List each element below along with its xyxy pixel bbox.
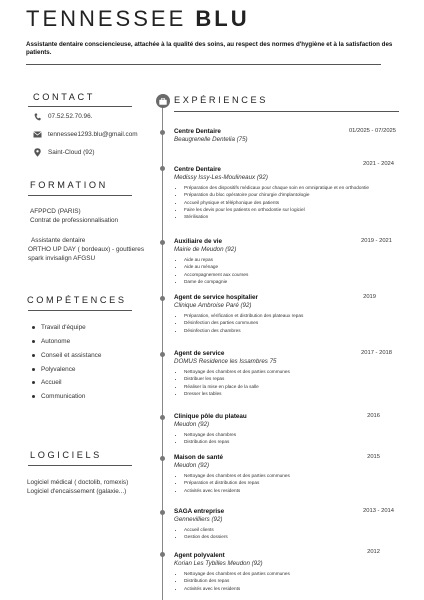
name-first: TENNESSEE xyxy=(26,6,187,31)
task-item: • Nettoyage des chambres et des parties communes xyxy=(184,368,406,375)
job-date: 2015 xyxy=(367,454,380,460)
timeline-dot xyxy=(160,130,165,135)
task-item: • Accueil clients xyxy=(184,526,406,533)
task-item: • Préparation, vérification et distribution des plateaux repas xyxy=(184,312,406,319)
experience-entry xyxy=(174,350,406,397)
contact-divider xyxy=(28,106,132,107)
experience-entry xyxy=(174,454,406,494)
task-item: • Nettoyage des chambres et des parties communes xyxy=(184,472,406,479)
task-item: • Nettoyage des chambres xyxy=(184,431,406,438)
job-place: Mairie de Meudon (92) xyxy=(174,246,237,253)
bullet-icon xyxy=(32,354,35,357)
job-title: Centre Dentaire xyxy=(174,128,221,135)
task-item: • Aide au ménage xyxy=(184,263,406,270)
formation-degree: Assistante dentaire xyxy=(31,237,86,244)
contact-location xyxy=(33,148,95,157)
task-list xyxy=(174,368,406,397)
formation-detail: spark invisalign AFGSU xyxy=(28,254,96,262)
task-item: • Préparation et distribution des repas xyxy=(184,479,406,486)
job-date: 2013 - 2014 xyxy=(363,508,394,514)
task-list xyxy=(174,472,406,494)
formation-heading: FORMATION xyxy=(30,180,108,190)
logiciels-heading: LOGICIELS xyxy=(30,450,102,460)
experience-entry xyxy=(174,128,406,143)
skill-item: Accueil xyxy=(32,379,62,386)
experiences-divider xyxy=(174,111,399,112)
task-item: • Aide au repas xyxy=(184,256,406,263)
skill-item: Conseil et assistance xyxy=(32,352,101,359)
experience-entry xyxy=(174,508,406,541)
task-list xyxy=(174,431,406,446)
contact-email xyxy=(33,130,138,139)
task-item: • Dame de compagnie xyxy=(184,278,406,285)
skill-item: Communication xyxy=(32,393,85,400)
task-list xyxy=(174,570,406,592)
job-title: Clinique pôle du plateau xyxy=(174,413,247,420)
task-list xyxy=(174,312,406,334)
task-item: • Préparation du bloc opératoire pour chirurgie d'implantologie xyxy=(184,191,406,198)
skill-item: Polyvalence xyxy=(32,366,75,373)
contact-phone xyxy=(33,112,92,121)
job-title: Agent polyvalent xyxy=(174,552,225,559)
task-item: • Gestion des dossiers xyxy=(184,533,406,540)
location-text: Saint-Cloud (92) xyxy=(48,149,95,156)
job-date: 2019 xyxy=(363,294,376,300)
task-item: • Désinfection des chambres xyxy=(184,327,406,334)
job-title: Maison de santé xyxy=(174,454,223,461)
task-item: • Distribution des repas xyxy=(184,577,406,584)
job-title: Auxiliaire de vie xyxy=(174,238,222,245)
bullet-icon xyxy=(32,326,35,329)
phone-icon xyxy=(33,112,42,121)
bullet-icon xyxy=(32,395,35,398)
task-list xyxy=(174,256,406,285)
job-place: DOMUS Residence les Issambres 75 xyxy=(174,358,277,365)
task-item: • Désinfection des parties communes xyxy=(184,319,406,326)
timeline-line xyxy=(162,102,163,600)
mail-icon xyxy=(33,130,42,139)
name-last: BLU xyxy=(195,6,250,31)
formation-school: AFPPCD (PARIS) xyxy=(30,208,81,215)
experience-entry xyxy=(174,549,406,592)
task-item: • Dresser les tables xyxy=(184,390,406,397)
formation-detail: Contrat de professionnalisation xyxy=(30,216,119,224)
software-list xyxy=(27,479,128,497)
timeline-dot xyxy=(160,240,165,245)
job-title: Agent de service xyxy=(174,350,225,357)
summary-text: Assistante dentaire consciencieuse, attachée à la qualité des soins, au respect des normes d'hygiène et à la satisfaction des patients. xyxy=(26,41,393,57)
experience-entry xyxy=(174,294,406,334)
task-item: • Réaliser la mise en place de la salle xyxy=(184,383,406,390)
bullet-icon xyxy=(32,381,35,384)
task-item: • Accueil physique et téléphonique des patients xyxy=(184,199,406,206)
phone-text: 07.52.52.70.96. xyxy=(48,113,93,120)
job-title: Centre Dentaire xyxy=(174,166,221,173)
task-item: • Distribuer les repas xyxy=(184,375,406,382)
email-link[interactable]: tennessee1293.blu@gmail.com xyxy=(48,131,138,138)
experience-entry xyxy=(174,161,406,220)
timeline-dot xyxy=(160,510,165,515)
experiences-heading: EXPÉRIENCES xyxy=(174,95,268,105)
logiciels-divider xyxy=(28,465,132,466)
formation-item xyxy=(28,237,144,264)
location-pin-icon xyxy=(33,148,42,157)
task-list xyxy=(174,526,406,541)
task-item: • Préparation des dispositifs médicaux pour chaque soin en omnipratique et en orthodontie xyxy=(184,184,406,191)
job-date: 2012 xyxy=(367,549,380,555)
job-place: Clinique Ambroise Paré (92) xyxy=(174,302,252,309)
task-list xyxy=(174,184,406,220)
task-item: • Activités avec les residents xyxy=(184,487,406,494)
task-item: • Nettoyage des chambres et des parties communes xyxy=(184,570,406,577)
contact-heading: CONTACT xyxy=(33,92,95,102)
competences-heading: COMPÉTENCES xyxy=(27,295,127,305)
timeline-dot xyxy=(160,296,165,301)
task-item: • Activités avec les residents xyxy=(184,585,406,592)
timeline-dot xyxy=(160,352,165,357)
job-date: 2021 - 2024 xyxy=(363,161,394,167)
job-place: Meudon (92) xyxy=(174,421,210,428)
timeline-dot xyxy=(160,552,165,557)
job-date: 2019 - 2021 xyxy=(361,238,392,244)
job-title: SAGA entreprise xyxy=(174,508,225,515)
job-title: Agent de service hospitalier xyxy=(174,294,258,301)
formation-item xyxy=(30,208,118,226)
skill-item: Travail d'équipe xyxy=(32,324,86,331)
experience-entry xyxy=(174,238,406,285)
task-item: • Accompagnement aux courses xyxy=(184,271,406,278)
candidate-name xyxy=(26,6,250,32)
job-place: Korian Les Tybilles Meudon (92) xyxy=(174,560,263,567)
timeline-dot xyxy=(160,166,165,171)
header-divider xyxy=(26,64,381,65)
software-item: Logiciel d'encaissement (galaxie...) xyxy=(27,487,127,495)
task-item: • Faire les devis pour les patients en orthodontie sur logiciel xyxy=(184,206,406,213)
timeline-dot xyxy=(160,456,165,461)
timeline-dot xyxy=(160,415,165,420)
job-place: Meudon (92) xyxy=(174,462,210,469)
task-item: • Distribution des repas xyxy=(184,438,406,445)
job-place: Medissy Issy-Les-Moulineaux (92) xyxy=(174,174,268,181)
formation-detail: ORTHO UP DAY ( bordeaux) - gouttieres xyxy=(28,245,145,253)
skill-item: Autonome xyxy=(32,338,70,345)
competences-divider xyxy=(28,310,132,311)
bullet-icon xyxy=(32,340,35,343)
formation-divider xyxy=(28,195,132,196)
software-item: Logiciel médical ( doctolib, romexis) xyxy=(27,479,129,486)
job-place: Beaugrenelle Dentelia (75) xyxy=(174,136,248,143)
job-date: 2016 xyxy=(367,413,380,419)
task-item: • Stérilisation xyxy=(184,213,406,220)
briefcase-icon xyxy=(156,94,170,108)
job-date: 2017 - 2018 xyxy=(361,350,392,356)
job-date: 01/2025 - 07/2025 xyxy=(348,128,396,134)
bullet-icon xyxy=(32,368,35,371)
job-place: Gennevilliers (92) xyxy=(174,516,223,523)
experience-entry xyxy=(174,413,406,446)
